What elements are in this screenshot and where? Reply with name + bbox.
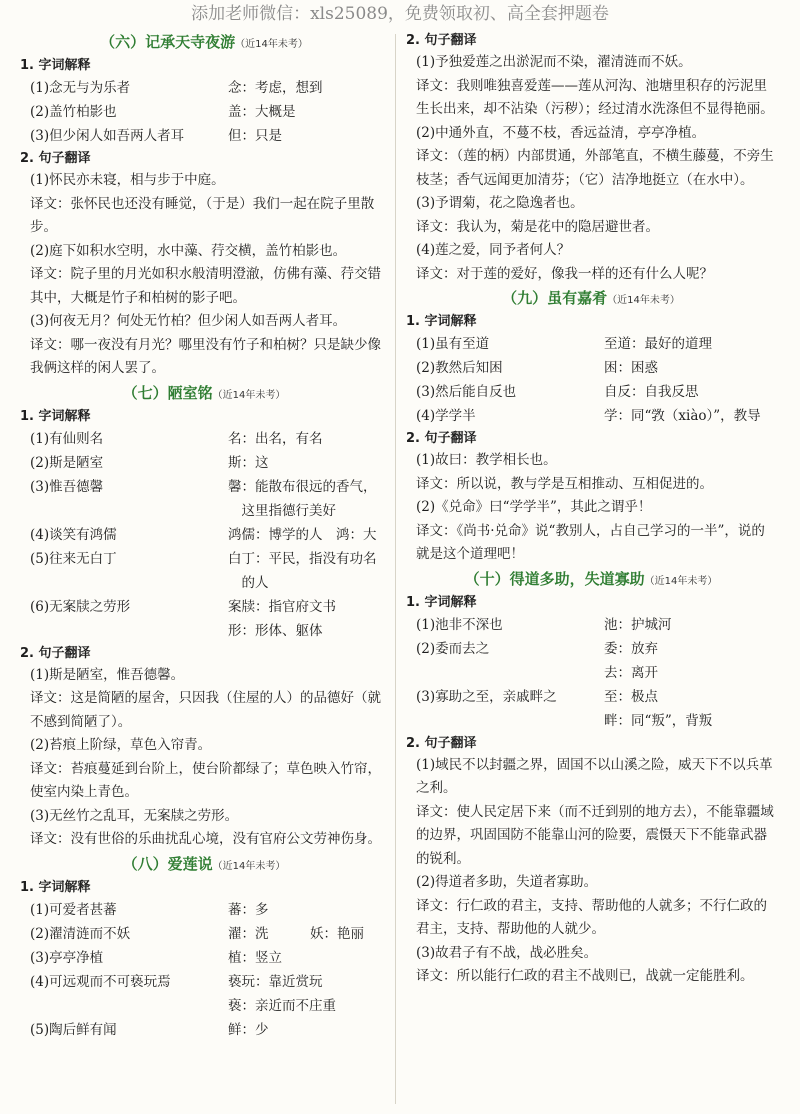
title-note: （近14年未考） [212, 860, 286, 872]
word-meaning: 案牍：指官府文书 [228, 598, 336, 615]
sentence: (2)苔痕上阶绿，草色入帘青。 [30, 737, 212, 753]
translation: 译文：使人民定居下来（而不迁到别的地方去），不能靠疆域的边界，巩固国防不能靠山河的险要，震慑天下不能靠武器的锐利。 [416, 803, 774, 867]
sentence: (1)予独爱莲之出淤泥而不染，濯清涟而不妖。 [416, 54, 692, 70]
subheading: 1. 字词解释 [406, 314, 477, 329]
translation: 译文：（莲的柄）内部贯通，外部笔直，不横生藤蔓，不旁生枝茎；香气远闻更加清芬；（它）洁净地挺立（在水中）。 [416, 148, 774, 188]
translation: 译文：这是简陋的屋舍，只因我（住屋的人）的品德好（就不感到简陋了）。 [30, 690, 381, 730]
word-meaning-extra: 妖：艳丽 [310, 925, 364, 942]
word-row [20, 124, 388, 148]
word-row [20, 1018, 388, 1042]
word-meaning: 委：放弃 [604, 640, 658, 657]
word-meaning: 自反：自我反思 [604, 384, 699, 400]
word-meaning: 畔：同“叛”，背叛 [604, 712, 713, 729]
word-source: (2)濯清涟而不妖 [30, 925, 131, 942]
word-meaning: 至：极点 [604, 688, 658, 705]
word-meaning: 池：护城河 [604, 616, 672, 633]
word-row [20, 475, 388, 499]
sentence: (2)《兑命》曰“学学半”，其此之谓乎！ [416, 499, 652, 515]
word-row [406, 332, 776, 356]
word-row [20, 451, 388, 475]
title-note: （近14年未考） [644, 575, 718, 587]
word-row [406, 380, 776, 404]
title-text: （七）陋室铭 [122, 383, 213, 402]
word-meaning: 这里指德行美好 [228, 502, 336, 519]
word-meaning: 名：出名，有名 [228, 430, 323, 447]
word-source: (1)可爱者甚蕃 [30, 901, 117, 918]
section-title [406, 286, 776, 311]
subheading: 2. 句子翻译 [406, 735, 477, 751]
word-source: (2)委而去之 [416, 640, 490, 657]
sentence: (1)故曰：教学相长也。 [416, 452, 557, 468]
word-row [20, 547, 388, 571]
word-row [406, 637, 776, 661]
word-source: (4)可远观而不可亵玩焉 [30, 973, 171, 990]
title-note: （近14年未考） [235, 39, 308, 50]
translation: 译文：所以能行仁政的君主不战则已，战就一定能胜利。 [416, 968, 754, 984]
title-text: （六）记承天寺夜游 [100, 33, 236, 51]
word-meaning: 蕃：多 [228, 901, 269, 918]
word-row [20, 994, 388, 1018]
translation: 译文：行仁政的君主，支持、帮助他的人就多；不行仁政的君主，支持、帮助他的人就少。 [416, 897, 767, 937]
word-source: (3)寡助之至，亲戚畔之 [416, 688, 557, 705]
word-meaning: 白丁：平民，指没有功名 [228, 550, 377, 567]
sentence: (2)得道者多助，失道者寡助。 [416, 874, 598, 890]
sentence: (4)莲之爱，同予者何人？ [416, 242, 571, 258]
translation: 译文：张怀民也还没有睡觉，（于是）我们一起在院子里散步。 [30, 195, 375, 235]
word-meaning: 亵：亲近而不庄重 [228, 997, 336, 1014]
translation: 译文：苔痕蔓延到台阶上，使台阶都绿了；草色映入竹帘，使室内染上青色。 [30, 760, 381, 800]
word-meaning: 鲜：少 [228, 1021, 269, 1038]
subheading: 1. 字词解释 [20, 879, 91, 895]
left-column [20, 30, 388, 1042]
word-meaning: 馨：能散布很远的香气， [228, 478, 377, 495]
word-meaning: 濯：洗 [228, 925, 269, 942]
translation: 译文：我认为，菊是花中的隐居避世者。 [416, 218, 659, 235]
word-source: (1)有仙则名 [30, 430, 104, 447]
word-meaning: 念：考虑，想到 [228, 80, 323, 96]
word-row [406, 613, 776, 637]
section-title [20, 852, 388, 877]
word-row [20, 523, 388, 547]
sentence: (3)何夜无月？何处无竹柏？但少闲人如吾两人者耳。 [30, 313, 347, 329]
word-meaning: 但：只是 [228, 128, 282, 144]
sentence: (2)中通外直，不蔓不枝，香远益清，亭亭净植。 [416, 124, 706, 141]
title-note: （近14年未考） [212, 389, 286, 401]
word-source: (5)往来无白丁 [30, 550, 117, 567]
word-row [20, 427, 388, 451]
word-meaning: 鸿儒：博学的人 鸿：大 [228, 526, 377, 543]
word-meaning: 植：竖立 [228, 949, 282, 966]
column-divider [395, 34, 396, 1104]
title-text: （九）虽有嘉肴 [502, 289, 608, 307]
word-row [20, 595, 388, 619]
word-row [406, 709, 776, 733]
subheading: 2. 句子翻译 [406, 33, 477, 48]
word-meaning: 亵玩：靠近赏玩 [228, 973, 323, 990]
sentence: (1)域民不以封疆之界，固国不以山溪之险，威天下不以兵革之利。 [416, 756, 773, 796]
translation: 译文：没有世俗的乐曲扰乱心境，没有官府公文劳神伤身。 [30, 831, 381, 847]
word-row [406, 356, 776, 380]
sentence: (3)无丝竹之乱耳，无案牍之劳形。 [30, 807, 239, 824]
translation: 译文：所以说，教与学是互相推动、互相促进的。 [416, 475, 713, 492]
word-source: (3)亭亭净植 [30, 949, 104, 966]
word-row [20, 571, 388, 595]
word-row [20, 619, 388, 643]
subheading: 1. 字词解释 [406, 594, 477, 610]
word-meaning: 至道：最好的道理 [604, 336, 712, 352]
section-title [20, 30, 388, 55]
sentence: (2)庭下如积水空明，水中藻、荇交横，盖竹柏影也。 [30, 242, 347, 259]
subheading: 1. 字词解释 [20, 408, 91, 424]
subheading: 2. 句子翻译 [406, 431, 477, 446]
word-source: (1)池非不深也 [416, 616, 503, 633]
word-meaning: 盖：大概是 [228, 104, 296, 120]
sentence: (1)怀民亦未寝，相与步于中庭。 [30, 172, 225, 188]
word-row [20, 922, 388, 946]
word-row [406, 685, 776, 709]
title-note: （近14年未考） [607, 295, 680, 306]
word-source: (1)虽有至道 [416, 336, 490, 352]
word-row [406, 661, 776, 685]
word-meaning: 学：同“敩（xiào）”，教导 [604, 408, 761, 424]
word-source: (2)盖竹柏影也 [30, 104, 117, 120]
word-source: (4)学学半 [416, 408, 476, 424]
right-column [406, 30, 776, 989]
watermark-banner: 添加老师微信：xls25089，免费领取初、高全套押题卷 [191, 4, 609, 24]
translation: 译文：我则唯独喜爱莲——莲从河沟、池塘里积存的污泥里生长出来，却不沾染（污秽）；经过清水洗涤但不显得艳丽。 [416, 77, 774, 117]
translation: 译文：院子里的月光如积水般清明澄澈，仿佛有藻、荇交错其中，大概是竹子和柏树的影子吧。 [30, 266, 381, 306]
translation: 译文：《尚书·兑命》说“教别人，占自己学习的一半”，说的就是这个道理吧！ [416, 522, 765, 562]
section-title [406, 567, 776, 592]
word-meaning: 的人 [228, 574, 269, 591]
word-row [20, 898, 388, 922]
word-source: (1)念无与为乐者 [30, 80, 131, 96]
word-row [406, 404, 776, 428]
translation: 译文：对于莲的爱好，像我一样的还有什么人呢？ [416, 265, 713, 282]
word-source: (2)斯是陋室 [30, 454, 104, 471]
translation: 译文：哪一夜没有月光？哪里没有竹子和柏树？只是缺少像我俩这样的闲人罢了。 [30, 336, 381, 376]
word-source: (6)无案牍之劳形 [30, 598, 131, 615]
word-row [20, 100, 388, 124]
sentence: (3)予谓菊，花之隐逸者也。 [416, 195, 584, 211]
title-text: （八）爱莲说 [122, 854, 213, 873]
sentence: (3)故君子有不战，战必胜矣。 [416, 944, 598, 961]
word-row [20, 76, 388, 100]
word-meaning: 斯：这 [228, 454, 269, 471]
word-meaning: 形：形体、躯体 [228, 622, 323, 639]
sentence: (1)斯是陋室，惟吾德馨。 [30, 666, 185, 683]
word-meaning: 困：困惑 [604, 360, 658, 376]
subheading: 2. 句子翻译 [20, 151, 91, 166]
word-row [20, 499, 388, 523]
word-meaning: 去：离开 [604, 664, 658, 681]
section-title [20, 381, 388, 406]
word-source: (4)谈笑有鸿儒 [30, 526, 117, 543]
word-source: (2)教然后知困 [416, 360, 503, 376]
word-row [20, 946, 388, 970]
word-source: (5)陶后鲜有闻 [30, 1021, 117, 1038]
subheading: 2. 句子翻译 [20, 645, 91, 661]
word-source: (3)惟吾德馨 [30, 478, 104, 495]
title-text: （十）得道多助，失道寡助 [464, 569, 645, 588]
word-row [20, 970, 388, 994]
word-source: (3)然后能自反也 [416, 384, 517, 400]
word-source: (3)但少闲人如吾两人者耳 [30, 128, 185, 144]
subheading: 1. 字词解释 [20, 58, 91, 73]
